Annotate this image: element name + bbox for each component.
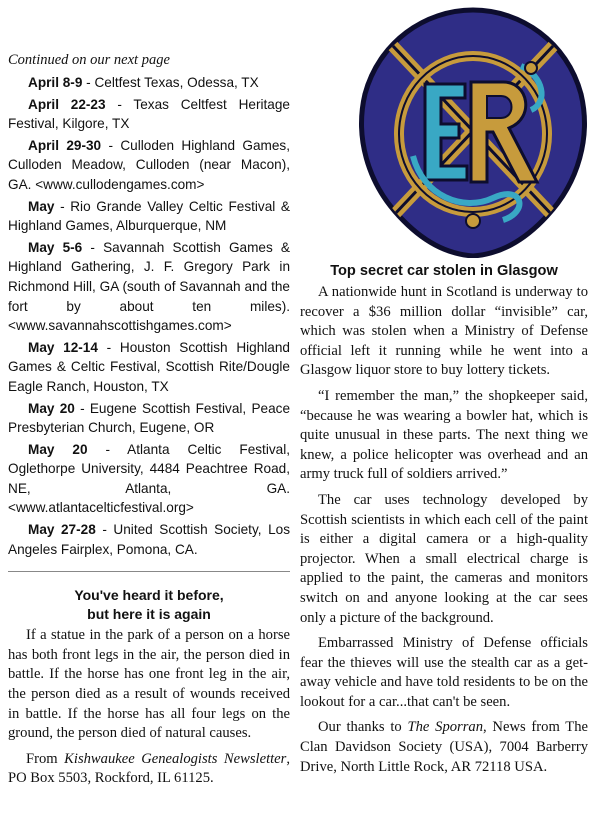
article-paragraph: A nationwide hunt in Scotland is underway to recover a $36 million dollar “invisible” car, which was stolen when a Ministry of Defense official left it running while he went into a Glasgow liquor store to buy lottery tickets. — [300, 284, 588, 379]
event-item — [8, 520, 290, 559]
event-item — [8, 73, 290, 93]
section-divider — [8, 571, 290, 572]
event-text: - Rio Grande Valley Celtic Festival & Highland Games, Alburquerque, NM — [8, 198, 290, 234]
article-paragraph: The car uses technology developed by Scottish scientists in which each cell of the paint is either a digital camera or a high-quality projector. When a small electrical charge is applied to the paint, the cameras and monitors switch on and anyone looking at the car sees only a picture of the background. — [300, 491, 588, 626]
source-prefix: From — [26, 750, 65, 767]
statue-article — [8, 586, 290, 789]
stolen-car-article — [300, 262, 588, 777]
event-date: May 20 — [28, 400, 75, 416]
event-text: - Culloden Highland Games, Culloden Meadow, Culloden (near Macon), GA. <www.cullodengames.com> — [8, 137, 291, 192]
event-text: - Atlanta Celtic Festival, Oglethorpe University, 4484 Peachtree Road, NE, Atlanta, GA. <www.atlantacelticfestival.org> — [8, 441, 290, 516]
event-date: May 5-6 — [28, 239, 83, 255]
article-paragraph: If a statue in the park of a person on a horse has both front legs in the air, the person died in battle. If the horse has one front leg in the air, the person died as a result of wounds received in battle. If the horse has all four legs on the ground, the person died of natural causes. — [8, 627, 290, 742]
event-text: - Savannah Scottish Games & Highland Gathering, J. F. Gregory Park in Richmond Hill, GA (south of Savannah and the fort by about ten miles). <www.savannahscottishgames.com> — [8, 239, 290, 334]
event-item — [8, 399, 290, 438]
event-text: - United Scottish Society, Los Angeles Fairplex, Pomona, CA. — [8, 522, 290, 557]
left-column — [8, 52, 290, 795]
event-date: April 29-30 — [28, 137, 102, 153]
event-date: April 8-9 — [28, 75, 83, 90]
headline-line-1: You've heard it before, — [74, 587, 224, 604]
right-column — [300, 262, 588, 783]
event-item — [8, 338, 290, 397]
event-item — [8, 238, 290, 336]
event-date: May 27-28 — [28, 522, 96, 538]
event-text: - Houston Scottish Highland Games & Celtic Festival, Scottish Rite/Dougle Eagle Ranch, Houston, TX — [8, 339, 290, 394]
event-item — [8, 136, 290, 195]
thanks-suffix: , News from The Clan Davidson Society (USA), 7004 Barberry Drive, North Little Rock, AR 72118 USA. — [300, 719, 588, 775]
article-headline — [8, 586, 290, 624]
source-title: Kishwaukee Genealogists Newsletter — [64, 750, 287, 767]
article-source — [8, 750, 290, 789]
event-date: May 20 — [28, 441, 88, 457]
article-thanks — [300, 718, 588, 777]
event-item — [8, 440, 290, 518]
article-headline: Top secret car stolen in Glasgow — [330, 263, 558, 279]
article-paragraph: “I remember the man,” the shopkeeper said, “because he was wearing a bowler hat, which is quite unusual in these parts. The next thing we knew, a police helicopter was overhead and an army truck full of soldiers arrived.” — [300, 387, 588, 483]
article-paragraph: Embarrassed Ministry of Defense officials fear the thieves will use the stealth car as a get-away vehicle and have told residents to be on the lookout for a car...that can't be seen. — [300, 635, 588, 710]
event-text: - Texas Celtfest Heritage Festival, Kilgore, TX — [8, 96, 290, 132]
event-list — [8, 73, 290, 559]
source-suffix: , PO Box 5503, Rockford, IL 61125. — [8, 750, 290, 787]
continued-note: Continued on our next page — [8, 52, 170, 68]
event-date: May — [28, 198, 55, 214]
event-item — [8, 95, 290, 134]
thanks-title: The Sporran — [407, 719, 483, 736]
headline-line-2: but here it is again — [87, 606, 211, 623]
thanks-prefix: Our thanks to — [318, 719, 408, 736]
celtic-monogram-emblem-icon — [353, 6, 593, 258]
event-text: - Celtfest Texas, Odessa, TX — [82, 75, 259, 90]
event-date: April 22-23 — [28, 96, 106, 112]
event-text: - Eugene Scottish Festival, Peace Presbyterian Church, Eugene, OR — [8, 400, 291, 436]
event-item — [8, 197, 290, 236]
event-date: May 12-14 — [28, 339, 98, 355]
